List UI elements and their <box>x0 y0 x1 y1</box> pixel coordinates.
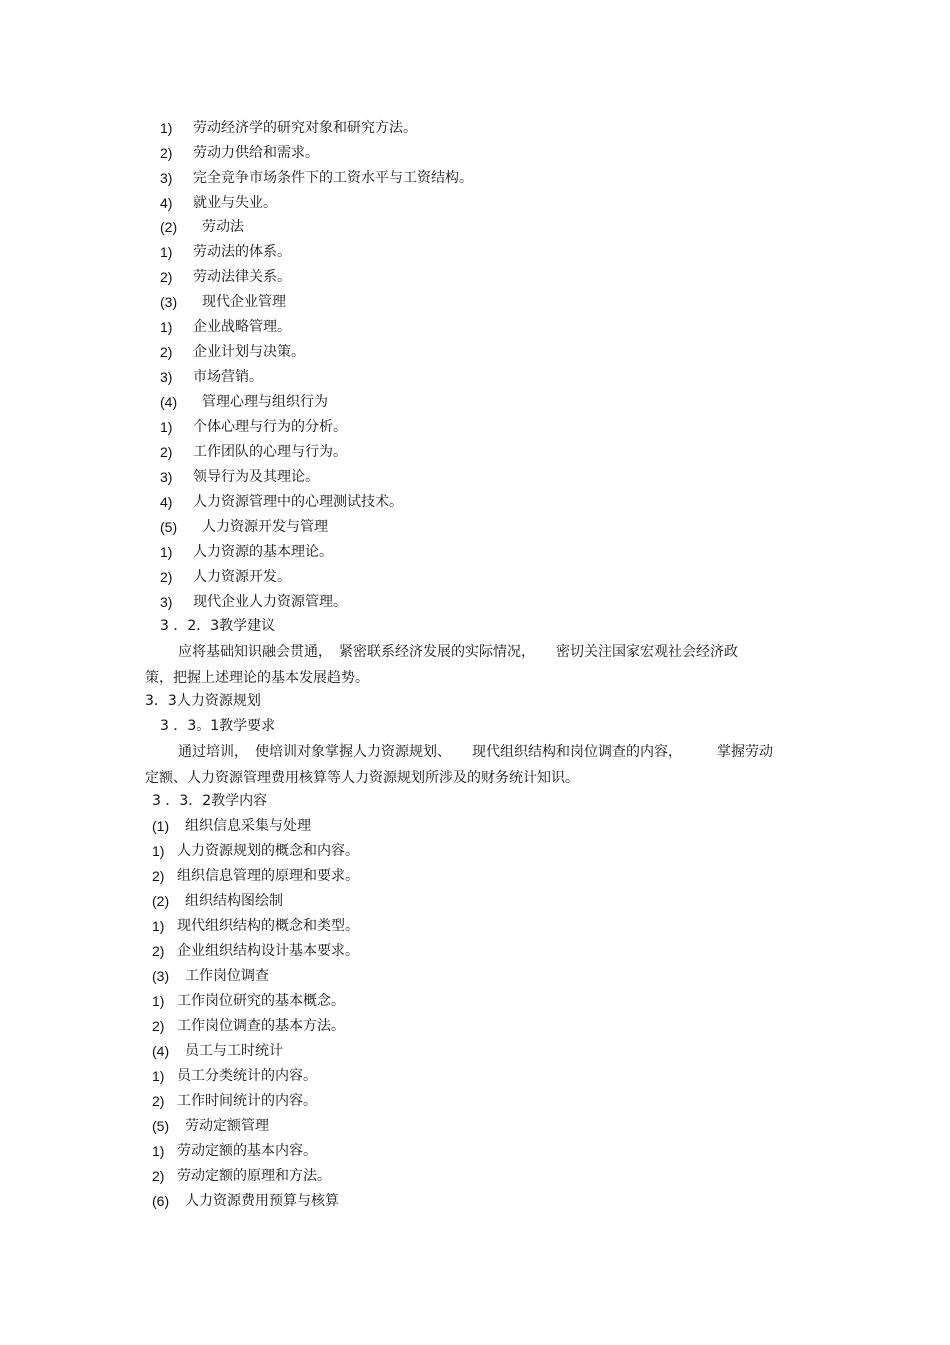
subheading-number: (2) <box>152 893 170 909</box>
subheading-number: (4) <box>160 394 178 410</box>
item-text: 就业与失业。 <box>193 195 277 211</box>
item-number: 2) <box>152 943 165 959</box>
paragraph-line: 定额、人力资源管理费用核算等人力资源规划所涉及的财务统计知识。 <box>145 770 579 786</box>
subheading-text: 人力资源费用预算与核算 <box>185 1193 339 1209</box>
item-text: 完全竞争市场条件下的工资水平与工资结构。 <box>193 170 473 186</box>
item-text: 劳动力供给和需求。 <box>193 145 319 161</box>
item-number: 2) <box>152 1168 165 1184</box>
item-number: 2) <box>160 344 173 360</box>
item-text: 工作团队的心理与行为。 <box>193 444 347 460</box>
item-number: 1) <box>152 918 165 934</box>
item-number: 1) <box>160 419 173 435</box>
item-number: 1) <box>160 120 173 136</box>
subheading-text: 人力资源开发与管理 <box>202 519 328 535</box>
subheading-number: (3) <box>160 294 178 310</box>
item-text: 劳动经济学的研究对象和研究方法。 <box>193 120 417 136</box>
paragraph-line: 策，把握上述理论的基本发展趋势。 <box>145 670 369 686</box>
item-number: 1) <box>152 1143 165 1159</box>
subheading-number: (6) <box>152 1193 170 1209</box>
section-heading-3-3-2: 3 ．3．2教学内容 <box>152 793 268 809</box>
item-number: 3) <box>160 170 173 186</box>
item-number: 2) <box>152 1018 165 1034</box>
item-number: 2) <box>152 868 165 884</box>
item-text: 工作岗位研究的基本概念。 <box>177 993 345 1009</box>
subheading-text: 劳动定额管理 <box>185 1118 269 1134</box>
item-number: 1) <box>152 993 165 1009</box>
item-text: 市场营销。 <box>193 369 263 385</box>
item-number: 2) <box>152 1093 165 1109</box>
item-text: 现代企业人力资源管理。 <box>193 594 347 610</box>
item-number: 1) <box>152 1068 165 1084</box>
item-number: 2) <box>160 145 173 161</box>
paragraph-line: 通过培训， 使培训对象掌握人力资源规划、 现代组织结构和岗位调查的内容， 掌握劳动 <box>178 744 773 760</box>
item-text: 个体心理与行为的分析。 <box>193 419 347 435</box>
item-text: 企业计划与决策。 <box>193 344 305 360</box>
subheading-number: (5) <box>152 1118 170 1134</box>
item-number: 2) <box>160 569 173 585</box>
subheading-text: 组织信息采集与处理 <box>185 818 311 834</box>
subheading-number: (5) <box>160 519 178 535</box>
paragraph-teaching-advice <box>145 639 805 691</box>
item-text: 劳动法的体系。 <box>193 244 291 260</box>
item-text: 组织信息管理的原理和要求。 <box>177 868 359 884</box>
item-number: 2) <box>160 269 173 285</box>
subheading-number: (3) <box>152 968 170 984</box>
section-heading-3-3-1: 3 ．3。1教学要求 <box>160 718 276 734</box>
subheading-text: 员工与工时统计 <box>185 1043 283 1059</box>
item-text: 人力资源规划的概念和内容。 <box>177 843 359 859</box>
subheading-text: 劳动法 <box>202 219 244 235</box>
item-text: 工作时间统计的内容。 <box>177 1093 317 1109</box>
paragraph-teaching-requirements <box>145 739 805 791</box>
item-number: 4) <box>160 195 173 211</box>
item-text: 企业组织结构设计基本要求。 <box>177 943 359 959</box>
item-number: 1) <box>152 843 165 859</box>
item-text: 人力资源管理中的心理测试技术。 <box>193 494 403 510</box>
item-text: 企业战略管理。 <box>193 319 291 335</box>
item-text: 人力资源的基本理论。 <box>193 544 333 560</box>
item-number: 3) <box>160 469 173 485</box>
paragraph-line: 应将基础知识融会贯通， 紧密联系经济发展的实际情况， 密切关注国家宏观社会经济政 <box>178 644 738 660</box>
subheading-text: 组织结构图绘制 <box>185 893 283 909</box>
item-text: 劳动定额的原理和方法。 <box>177 1168 331 1184</box>
item-number: 2) <box>160 444 173 460</box>
subheading-text: 现代企业管理 <box>202 294 286 310</box>
item-number: 3) <box>160 594 173 610</box>
item-text: 人力资源开发。 <box>193 569 291 585</box>
item-text: 劳动法律关系。 <box>193 269 291 285</box>
item-number: 4) <box>160 494 173 510</box>
section-heading-3-3: 3．3人力资源规划 <box>145 693 261 709</box>
item-text: 领导行为及其理论。 <box>193 469 319 485</box>
item-text: 员工分类统计的内容。 <box>177 1068 317 1084</box>
subheading-number: (4) <box>152 1043 170 1059</box>
subheading-text: 管理心理与组织行为 <box>202 394 328 410</box>
item-number: 1) <box>160 319 173 335</box>
subheading-number: (1) <box>152 818 170 834</box>
item-text: 工作岗位调查的基本方法。 <box>177 1018 345 1034</box>
item-text: 现代组织结构的概念和类型。 <box>177 918 359 934</box>
subheading-text: 工作岗位调查 <box>185 968 269 984</box>
item-number: 3) <box>160 369 173 385</box>
subheading-number: (2) <box>160 219 178 235</box>
item-text: 劳动定额的基本内容。 <box>177 1143 317 1159</box>
section-heading-3-2-3: 3 ．2．3教学建议 <box>160 618 276 634</box>
item-number: 1) <box>160 544 173 560</box>
item-number: 1) <box>160 244 173 260</box>
